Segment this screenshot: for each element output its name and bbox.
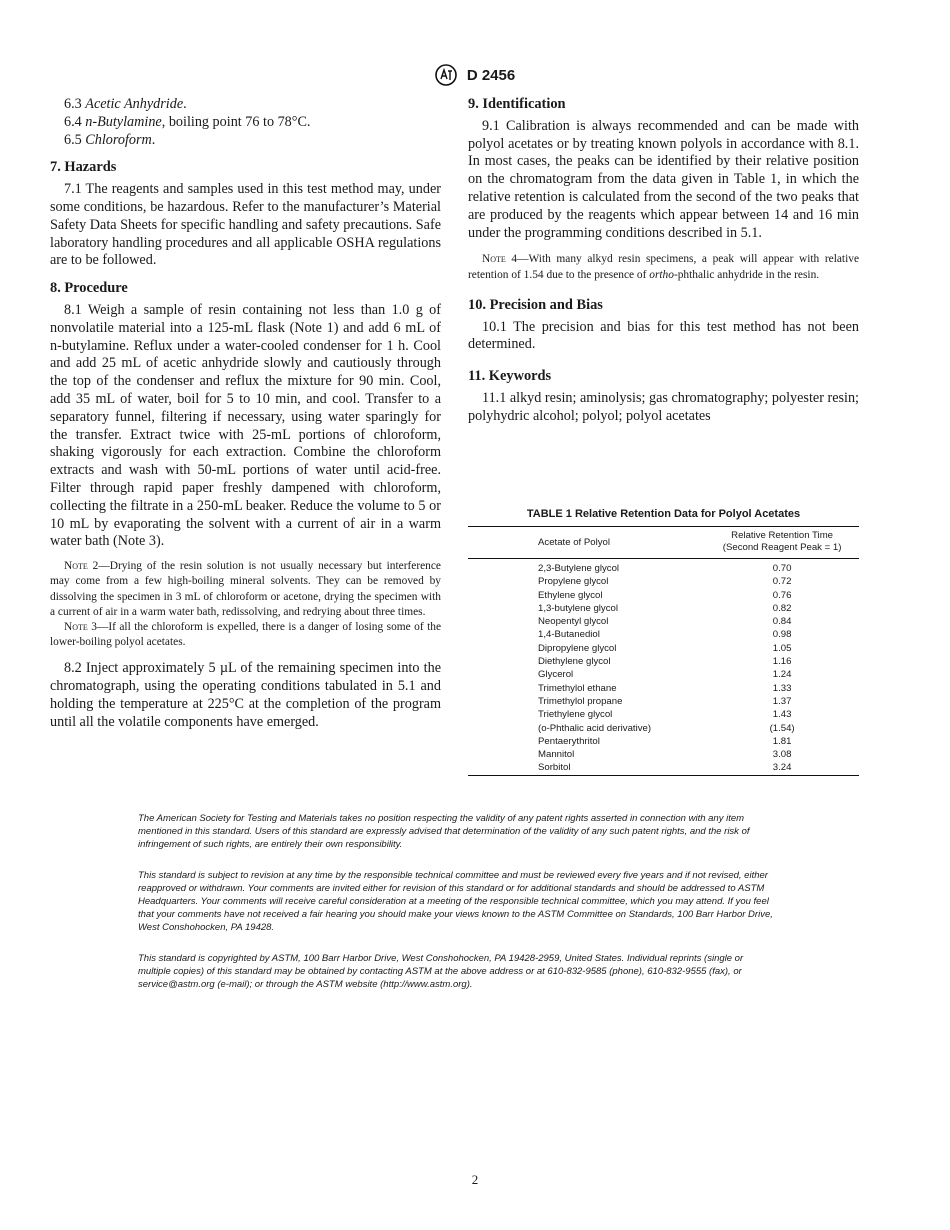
right-column [468, 96, 859, 430]
column-header-retention: Relative Retention Time (Second Reagent Peak = 1) [705, 527, 859, 559]
retention-value: 3.08 [772, 749, 792, 761]
designation: D 2456 [466, 66, 516, 84]
section-heading-procedure: 8. Procedure [50, 280, 128, 297]
polyol-name: (o-Phthalic acid derivative) [538, 722, 652, 734]
polyol-name: Trimethylol ethane [538, 682, 617, 694]
column-header-polyol: Acetate of Polyol [468, 527, 705, 559]
note-4: Note 4—With many alkyd resin specimens, a peak will appear with relative retention of 1.54 due to the presence of ortho-phthalic anhydride in the resin. [468, 253, 859, 281]
list-item: 6.3 Acetic Anhydride. [64, 96, 187, 112]
table-row [468, 748, 859, 761]
retention-value: 1.05 [772, 642, 792, 654]
polyol-name: Pentaerythritol [538, 735, 600, 747]
polyol-name: Triethylene glycol [538, 709, 613, 721]
paragraph-8-1: 8.1 Weigh a sample of resin containing not less than 1.0 g of nonvolatile material into a 125-mL flask (Note 1) and add 6 mL of n-butylamine. Reflux under a water-cooled condenser for 1 h. Cool and add 25 mL of acetic anhydride slowly and cautiously through the top of the condenser and reflux the mixture for 90 min. Cool, add 35 mL of water, boil for 5 to 10 min, and cool. Transfer to a separatory funnel, filtering if necessary, using water sparingly for the transfer. Extract twice with 25-mL portions of chloroform, shaking vigorously for each extraction. Combine the chloroform extracts and wash with 50-mL portions of water until acid-free. Filter through rapid paper freshly dampened with chloroform, collecting the filtrate in a 250-mL beaker. Reduce the volume to 5 or 10 mL by evaporating the solvent with a current of air in a warm water bath (Note 3). [50, 301, 441, 550]
paragraph-10-1: 10.1 The precision and bias for this test method has not been determined. [468, 318, 859, 353]
table-row [468, 655, 859, 668]
table-header-row [468, 527, 859, 559]
retention-value: (1.54) [769, 722, 795, 734]
astm-logo-icon [435, 64, 457, 86]
table-row [468, 589, 859, 602]
reagent-list [50, 96, 441, 149]
table-row [468, 682, 859, 695]
note-2: Note 2—Drying of the resin solution is not usually necessary but interference may come from a few high-boiling mineral solvents. They can be removed by dissolving the specimen in 3 mL of chloroform or acetone, drying the specimen with a current of air in a warm water bath, redissolving, and redrying about three times. [50, 560, 441, 618]
note-3: Note 3—If all the chloroform is expelled, there is a danger of losing some of the lower-boiling polyol acetates. [50, 620, 441, 649]
table-row [468, 708, 859, 721]
page-header [0, 64, 950, 86]
retention-value: 0.76 [772, 589, 792, 601]
table-row [468, 628, 859, 641]
paragraph-7-1: 7.1 The reagents and samples used in this test method may, under some conditions, be hazardous. Refer to the manufacturer’s Material Safety Data Sheets for specific handling and safety precautions. Safe laboratory handling procedures and all applicable OSHA regulations are to be followed. [50, 181, 441, 269]
paragraph-9-1: 9.1 Calibration is always recommended and can be made with polyol acetates or by treating known polyols in accordance with 8.1. In most cases, the peaks can be identified by their relative position on the chromatogram from the data given in Table 1, in which the relative retention is calculated from the second of the two peaks that are produced by the reagents which appear between 14 and 16 min under the programming conditions described in 5.1. [468, 117, 859, 241]
table-row [468, 615, 859, 628]
polyol-name: Mannitol [538, 749, 575, 761]
polyol-name: 1,4-Butanediol [538, 629, 600, 641]
polyol-name: Ethylene glycol [538, 589, 603, 601]
polyol-name: Dipropylene glycol [538, 642, 617, 654]
polyol-name: Trimethylol propane [538, 695, 623, 707]
table [468, 526, 859, 776]
paragraph-8-2: 8.2 Inject approximately 5 µL of the remaining specimen into the chromatograph, using the operating conditions tabulated in 5.1 and holding the temperature at 225°C at the completion of the program until all the volatile components have emerged. [50, 660, 441, 730]
polyol-name: Glycerol [538, 669, 574, 681]
table-body [468, 559, 859, 776]
polyol-name: Diethylene glycol [538, 656, 611, 668]
polyol-name: 1,3-butylene glycol [538, 602, 618, 614]
retention-value: 1.16 [772, 656, 792, 668]
table-row [468, 735, 859, 748]
left-column [50, 96, 441, 736]
table-row [468, 575, 859, 588]
polyol-name: 2,3-Butylene glycol [538, 563, 620, 574]
retention-value: 1.81 [772, 735, 792, 747]
section-heading-precision: 10. Precision and Bias [468, 296, 603, 313]
table-row [468, 668, 859, 681]
retention-value: 1.24 [772, 669, 792, 681]
retention-value: 1.37 [772, 695, 792, 707]
table-title: TABLE 1 Relative Retention Data for Polyol Acetates [526, 508, 801, 520]
retention-value: 0.98 [772, 629, 792, 641]
section-heading-keywords: 11. Keywords [468, 368, 552, 385]
table-row [468, 761, 859, 775]
list-item: 6.4 n-Butylamine, boiling point 76 to 78°C. [64, 113, 311, 130]
table-row [468, 602, 859, 615]
footer-paragraph: This standard is copyrighted by ASTM, 100 Barr Harbor Drive, West Conshohocken, PA 19428-2959, United States. Individual reprints (single or multiple copies) of this standard may be obtained by contacting ASTM at the above address or at 610-832-9585 (phone), 610-832-9555 (fax), or service@astm.org (e-mail); or through the ASTM website (http://www.astm.org). [138, 952, 744, 991]
table-row [468, 722, 859, 735]
retention-value: 1.33 [772, 682, 792, 694]
table-row [468, 695, 859, 708]
polyol-name: Neopentyl glycol [538, 616, 609, 628]
retention-value: 3.24 [705, 761, 859, 775]
section-heading-hazards: 7. Hazards [50, 159, 117, 176]
retention-value: 0.84 [772, 616, 792, 628]
footer-notice [138, 812, 774, 1008]
retention-value: 0.72 [772, 576, 792, 588]
list-item: 6.5 Chloroform. [64, 131, 156, 148]
polyol-name: Sorbitol [468, 761, 705, 775]
table-row [468, 559, 859, 576]
section-heading-identification: 9. Identification [468, 96, 566, 112]
retention-value: 1.43 [772, 709, 792, 721]
paragraph-11-1: 11.1 alkyd resin; aminolysis; gas chromatography; polyester resin; polyhydric alcohol; polyol; polyol acetates [468, 389, 859, 424]
polyol-name: Propylene glycol [538, 576, 609, 588]
retention-table [468, 508, 859, 776]
page-number: 2 [471, 1172, 479, 1187]
retention-value: 0.70 [772, 563, 792, 574]
footer-paragraph: The American Society for Testing and Materials takes no position respecting the validity of any patent rights asserted in connection with any item mentioned in this standard. Users of this standard are expressly advised that determination of the validity of any such patent rights, and the risk of infringement of such rights, are entirely their own responsibility. [138, 813, 750, 851]
table-row [468, 642, 859, 655]
retention-value: 0.82 [772, 602, 792, 614]
footer-paragraph: This standard is subject to revision at any time by the responsible technical committee and must be reviewed every five years and if not revised, either reapproved or withdrawn. Your comments are invited either for revision of this standard or for additional standards and should be addressed to ASTM Headquarters. Your comments will receive careful consideration at a meeting of the responsible technical committee, which you may attend. If you feel that your comments have not received a fair hearing you should make your views known to the ASTM Committee on Standards, 100 Barr Harbor Drive, West Conshohocken, PA 19428. [138, 869, 773, 934]
